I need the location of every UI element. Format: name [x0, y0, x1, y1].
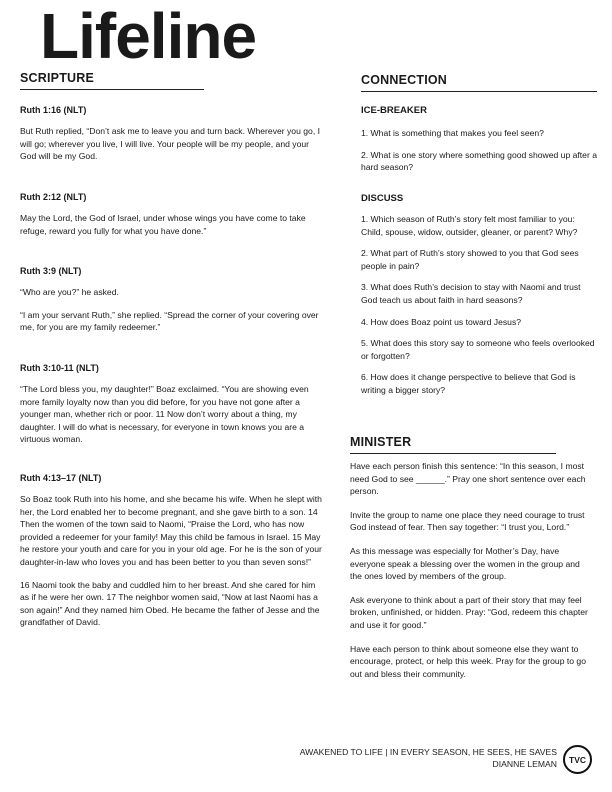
passage-ref: Ruth 3:9 (NLT)	[20, 266, 82, 276]
minister-list	[350, 460, 590, 691]
icebreaker-list	[361, 127, 597, 183]
passage-ruth-4-13-17	[20, 473, 324, 629]
discuss-question: 2. What part of Ruth’s story showed to you that God sees people in pain?	[361, 248, 579, 271]
tvc-logo: TVC	[563, 745, 592, 774]
discuss-list	[361, 213, 597, 406]
icebreaker-heading: ICE-BREAKER	[361, 105, 427, 116]
connection-heading: CONNECTION	[361, 73, 597, 92]
passage-ruth-1-16	[20, 105, 324, 163]
minister-item: Ask everyone to think about a part of their story that may feel broken, unfinished, or hidden. Pray: “God, redeem this chapter and use it for good.”	[350, 594, 588, 630]
minister-item: As this message was especially for Mother’s Day, have everyone speak a blessing over the women in the group and the ones loved by members of the group.	[350, 545, 580, 582]
passage-ref: Ruth 4:13–17 (NLT)	[20, 473, 102, 483]
minister-item: Have each person finish this sentence: “In this season, I most need God to see ______.” Pray one short sentence over each person.	[350, 461, 586, 497]
passage-ruth-3-10-11	[20, 363, 324, 446]
passage-ref: Ruth 1:16 (NLT)	[20, 105, 87, 115]
passage-ruth-2-12	[20, 192, 324, 237]
page-title: Lifeline	[40, 0, 257, 72]
passage-text: “The Lord bless you, my daughter!” Boaz exclaimed. “You are showing even more family loyalty now than you did before, for you have not gone after a younger man, whether rich or poor. 11 Now don’t worry about a thing, my daughter. I will do what is necessary, for everyone in town knows you are a virtuous woman.	[20, 384, 309, 445]
passage-text: “I am your servant Ruth,” she replied. “Spread the corner of your covering over me, for you are my family redeemer.”	[20, 309, 319, 333]
passage-text: “Who are you?” he asked.	[20, 287, 119, 297]
passage-ref: Ruth 3:10-11 (NLT)	[20, 363, 99, 373]
footer-series: AWAKENED TO LIFE | IN EVERY SEASON, HE SEES, HE SAVES	[299, 747, 557, 757]
minister-item: Have each person to think about someone else they want to encourage, protect, or help this week. Pray for the group to go out and bless their community.	[350, 643, 586, 679]
passage-ref: Ruth 2:12 (NLT)	[20, 192, 87, 202]
passage-ruth-3-9	[20, 266, 324, 334]
icebreaker-question: 2. What is one story where something good showed up after a hard season?	[361, 149, 597, 173]
scripture-heading: SCRIPTURE	[20, 71, 204, 90]
passage-text: So Boaz took Ruth into his home, and she became his wife. When he slept with her, the Lord enabled her to become pregnant, and she gave birth to a son. 14 Then the women of the town said to Naomi, “Praise the Lord, who has now provided a redeemer for your family! May this child be famous in Israel. 15 May he restore your youth and care for you in your old age. For he is the son of your daughter-in-law who loves you and has been better to you than seven sons!”	[20, 494, 322, 567]
minister-heading: MINISTER	[350, 435, 556, 454]
passage-text: 16 Naomi took the baby and cuddled him to her breast. And she cared for him as if he were her own. 17 The neighbor women said, “Now at last Naomi has a son again!” And they named him Obed. He became the father of Jesse and the grandfather of David.	[20, 579, 320, 628]
discuss-question: 3. What does Ruth’s decision to stay with Naomi and trust God teach us about faith in hard seasons?	[361, 282, 581, 305]
icebreaker-question: 1. What is something that makes you feel seen?	[361, 128, 544, 138]
footer	[300, 746, 557, 770]
passage-text: But Ruth replied, “Don’t ask me to leave you and turn back. Wherever you go, I will go; wherever you live, I will live. Your people will be my people, and your God will be my God.	[20, 126, 320, 162]
passage-text: May the Lord, the God of Israel, under whose wings you have come to take refuge, reward you fully for what you have done.”	[20, 213, 306, 236]
footer-speaker: DIANNE LEMAN	[492, 759, 557, 769]
discuss-question: 1. Which season of Ruth’s story felt most familiar to you: Child, spouse, widow, outsider, gleaner, or parent? Why?	[361, 214, 578, 237]
discuss-heading: DISCUSS	[361, 193, 404, 204]
discuss-question: 4. How does Boaz point us toward Jesus?	[361, 316, 522, 327]
minister-item: Invite the group to name one place they need courage to trust God instead of fear. Then say together: “I trust you, Lord.”	[350, 509, 585, 533]
discuss-question: 5. What does this story say to someone who feels overlooked or forgotten?	[361, 338, 595, 361]
discuss-question: 6. How does it change perspective to believe that God is writing a bigger story?	[361, 372, 576, 395]
